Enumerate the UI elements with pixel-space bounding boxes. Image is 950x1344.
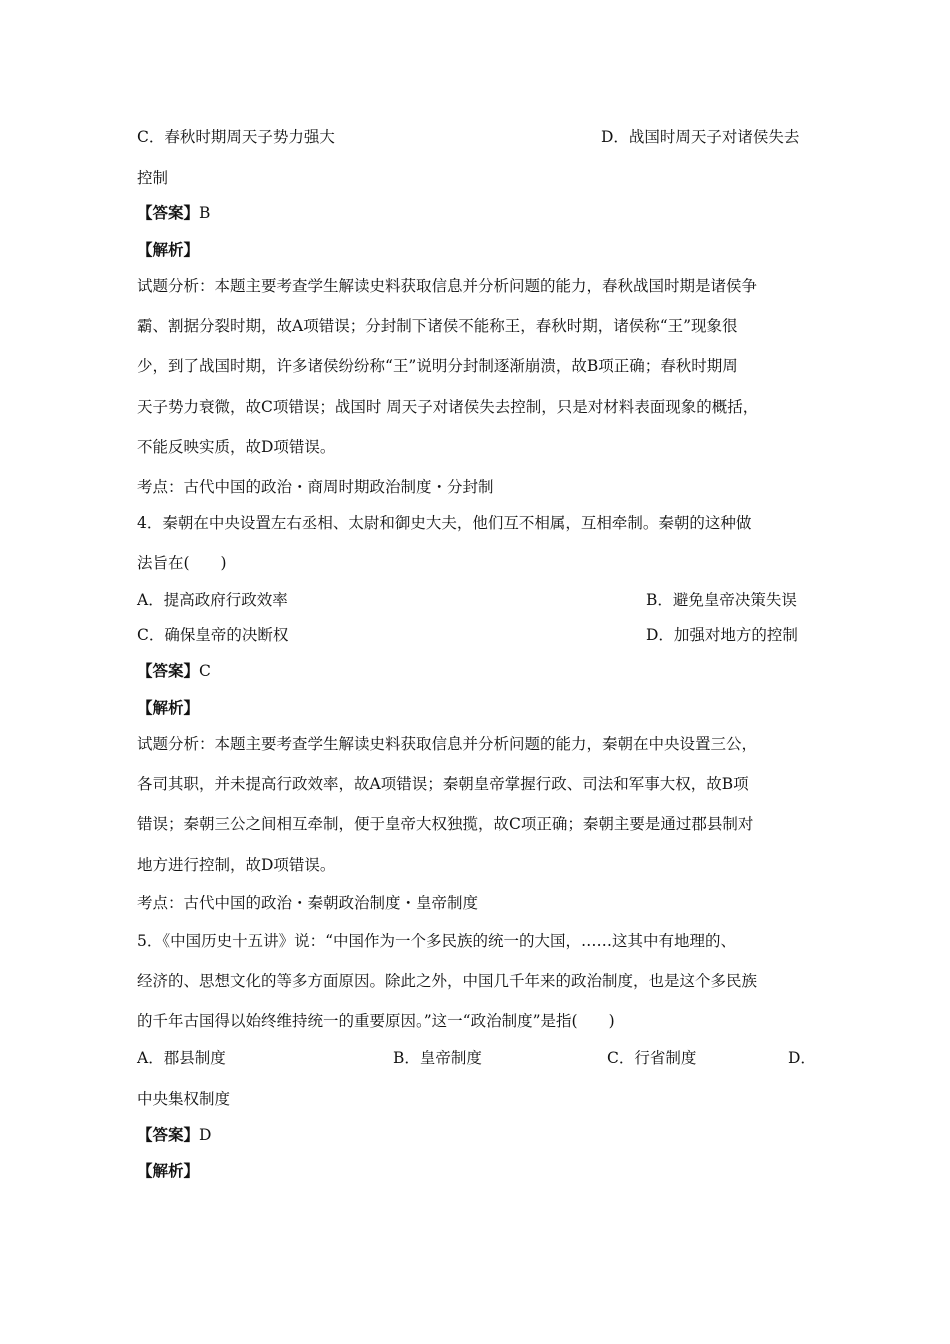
q5-answer <box>137 1125 211 1145</box>
q3-analysis-label: 【解析】 <box>137 240 200 259</box>
q4-option-b: B．避免皇帝决策失误 <box>646 591 797 609</box>
q3-analysis-line: 试题分析：本题主要考查学生解读史料获取信息并分析问题的能力，春秋战国时期是诸侯争 <box>137 277 758 295</box>
answer-value: C <box>199 662 211 680</box>
q3-analysis-line: 霸、割据分裂时期，故A项错误；分封制下诸侯不能称王，春秋时期，诸侯称“王”现象很 <box>137 317 738 335</box>
q3-analysis-line: 天子势力衰微，故C项错误；战国时 周天子对诸侯失去控制，只是对材料表面现象的概括， <box>137 398 759 416</box>
q3-answer <box>137 203 210 223</box>
q4-stem-line: 法旨在( ) <box>137 554 227 572</box>
q3-option-c: C．春秋时期周天子势力强大 <box>137 128 335 146</box>
q5-stem-line: 经济的、思想文化的等多方面原因。除此之外，中国几千年来的政治制度，也是这个多民族 <box>137 972 758 990</box>
q4-analysis-line: 各司其职，并未提高行政效率，故A项错误；秦朝皇帝掌握行政、司法和军事大权，故B项 <box>137 775 749 793</box>
answer-value: B <box>199 204 211 222</box>
q4-stem-line: 4．秦朝在中央设置左右丞相、太尉和御史大夫，他们互不相属，互相牵制。秦朝的这种做 <box>137 514 752 532</box>
q3-option-d: D．战国时周天子对诸侯失去 <box>601 128 800 146</box>
q4-kaodian: 考点：古代中国的政治・秦朝政治制度・皇帝制度 <box>137 894 479 912</box>
q5-stem-line: 5．《中国历史十五讲》说：“中国作为一个多民族的统一的大国，……这其中有地理的、 <box>137 932 737 950</box>
q3-analysis-line: 少，到了战国时期，许多诸侯纷纷称“王”说明分封制逐渐崩溃，故B项正确；春秋时期周 <box>137 357 738 375</box>
q4-analysis-line: 地方进行控制，故D项错误。 <box>137 856 336 874</box>
q4-option-a: A．提高政府行政效率 <box>137 591 288 609</box>
q5-option-d-continued: 中央集权制度 <box>137 1090 231 1108</box>
q4-option-c: C．确保皇帝的决断权 <box>137 626 289 644</box>
answer-label: 【答案】 <box>137 661 200 680</box>
q3-analysis-line: 不能反映实质，故D项错误。 <box>137 438 336 456</box>
q4-analysis-line: 错误；秦朝三公之间相互牵制，便于皇帝大权独揽，故C项正确；秦朝主要是通过郡县制对 <box>137 815 754 833</box>
answer-label: 【答案】 <box>137 203 200 222</box>
q3-option-d-continued: 控制 <box>137 169 169 187</box>
answer-label: 【答案】 <box>137 1125 200 1144</box>
q5-stem-line: 的千年古国得以始终维持统一的重要原因。”这一“政治制度”是指( ) <box>137 1012 615 1030</box>
q5-option-b: B．皇帝制度 <box>393 1049 482 1067</box>
q4-analysis-label: 【解析】 <box>137 698 200 717</box>
q4-analysis-line: 试题分析：本题主要考查学生解读史料获取信息并分析问题的能力，秦朝在中央设置三公， <box>137 735 758 753</box>
q5-option-d: D． <box>788 1049 816 1067</box>
q4-option-d: D．加强对地方的控制 <box>646 626 798 644</box>
q5-option-c: C．行省制度 <box>607 1049 697 1067</box>
q5-analysis-label: 【解析】 <box>137 1161 200 1180</box>
q4-answer <box>137 661 211 681</box>
answer-value: D <box>199 1126 212 1144</box>
q5-option-a: A．郡县制度 <box>137 1049 226 1067</box>
q3-kaodian: 考点：古代中国的政治・商周时期政治制度・分封制 <box>137 478 494 496</box>
